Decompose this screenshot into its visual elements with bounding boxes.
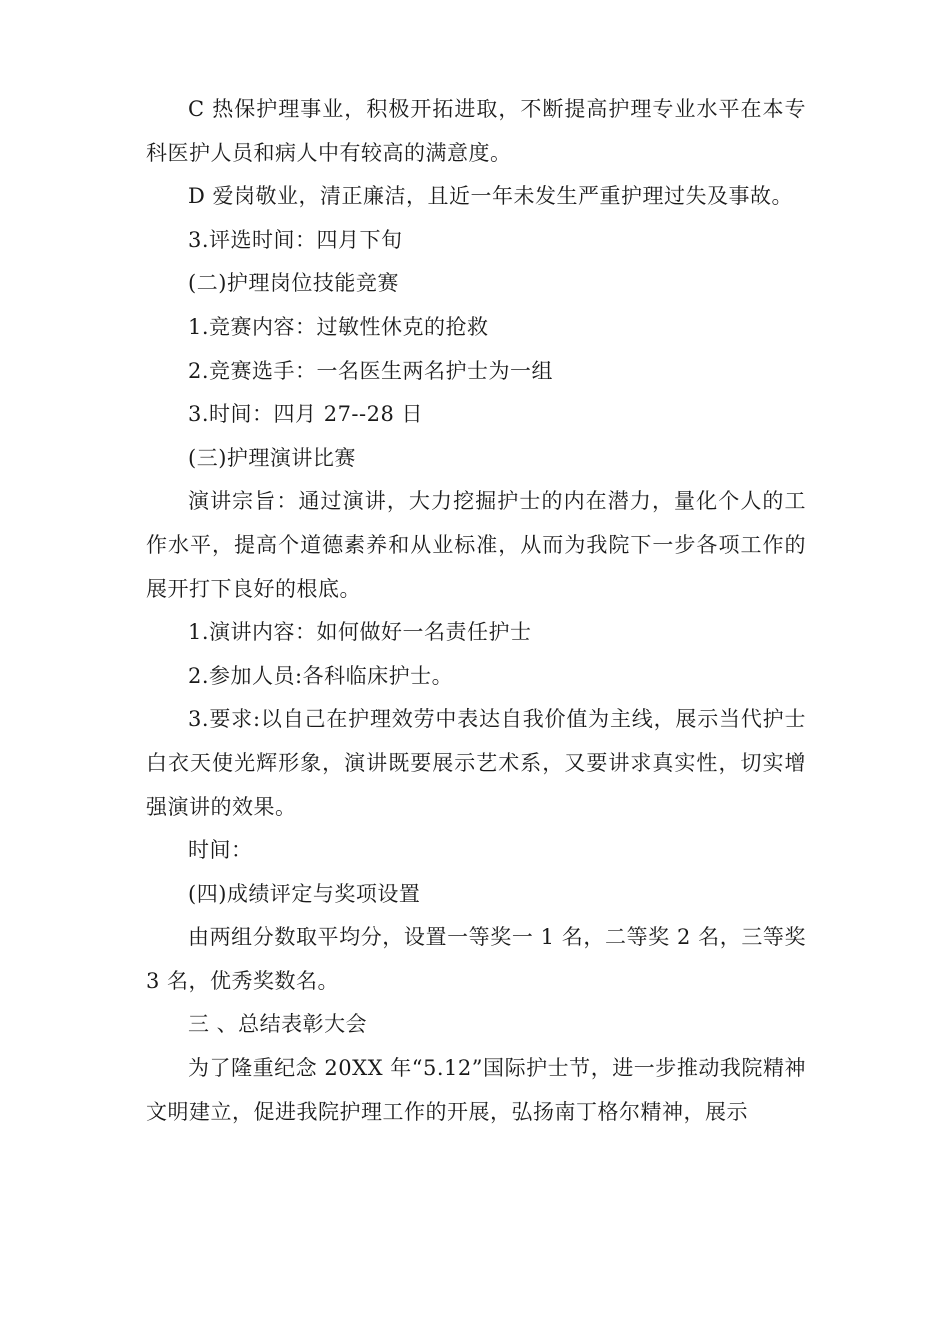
- document-body: [146, 88, 806, 1134]
- paragraph-speech-requirements: 3.要求:以自己在护理效劳中表达自我价值为主线，展示当代护士白衣天使光辉形象，演讲既要展示艺术系，又要讲求真实性，切实增强演讲的效果。: [146, 707, 806, 819]
- paragraph-selection-time: 3.评选时间：四月下旬: [188, 227, 403, 252]
- paragraph-awards-detail: 由两组分数取平均分，设置一等奖一 1 名，二等奖 2 名，三等奖 3 名，优秀奖数名。: [146, 925, 806, 993]
- paragraph-criterion-c: C 热保护理事业，积极开拓进取，不断提高护理专业水平在本专科医护人员和病人中有较高的满意度。: [146, 97, 806, 165]
- paragraph-meeting-intro: 为了隆重纪念 20XX 年“5.12”国际护士节，进一步推动我院精神文明建立，促进我院护理工作的开展，弘扬南丁格尔精神，展示: [146, 1056, 806, 1124]
- paragraph-criterion-d: D 爱岗敬业，清正廉洁，且近一年未发生严重护理过失及事故。: [188, 184, 794, 209]
- section-heading-scoring-awards: (四)成绩评定与奖项设置: [188, 881, 421, 906]
- section-heading-skills-contest: (二)护理岗位技能竞赛: [188, 271, 399, 296]
- section-heading-speech-contest: (三)护理演讲比赛: [188, 445, 356, 470]
- paragraph-speech-time: 时间：: [188, 838, 253, 863]
- paragraph-speech-participants: 2.参加人员:各科临床护士。: [188, 663, 454, 688]
- paragraph-speech-content: 1.演讲内容：如何做好一名责任护士: [188, 620, 532, 645]
- paragraph-contest-content: 1.竞赛内容：过敏性休克的抢救: [188, 314, 489, 339]
- paragraph-contest-time: 3.时间：四月 27--28 日: [188, 402, 424, 427]
- paragraph-speech-purpose: 演讲宗旨：通过演讲，大力挖掘护士的内在潜力，量化个人的工作水平，提高个道德素养和从业标准，从而为我院下一步各项工作的展开打下良好的根底。: [146, 489, 806, 601]
- section-heading-commendation-meeting: 三 、总结表彰大会: [188, 1012, 368, 1037]
- paragraph-contest-participants: 2.竞赛选手：一名医生两名护士为一组: [188, 358, 554, 383]
